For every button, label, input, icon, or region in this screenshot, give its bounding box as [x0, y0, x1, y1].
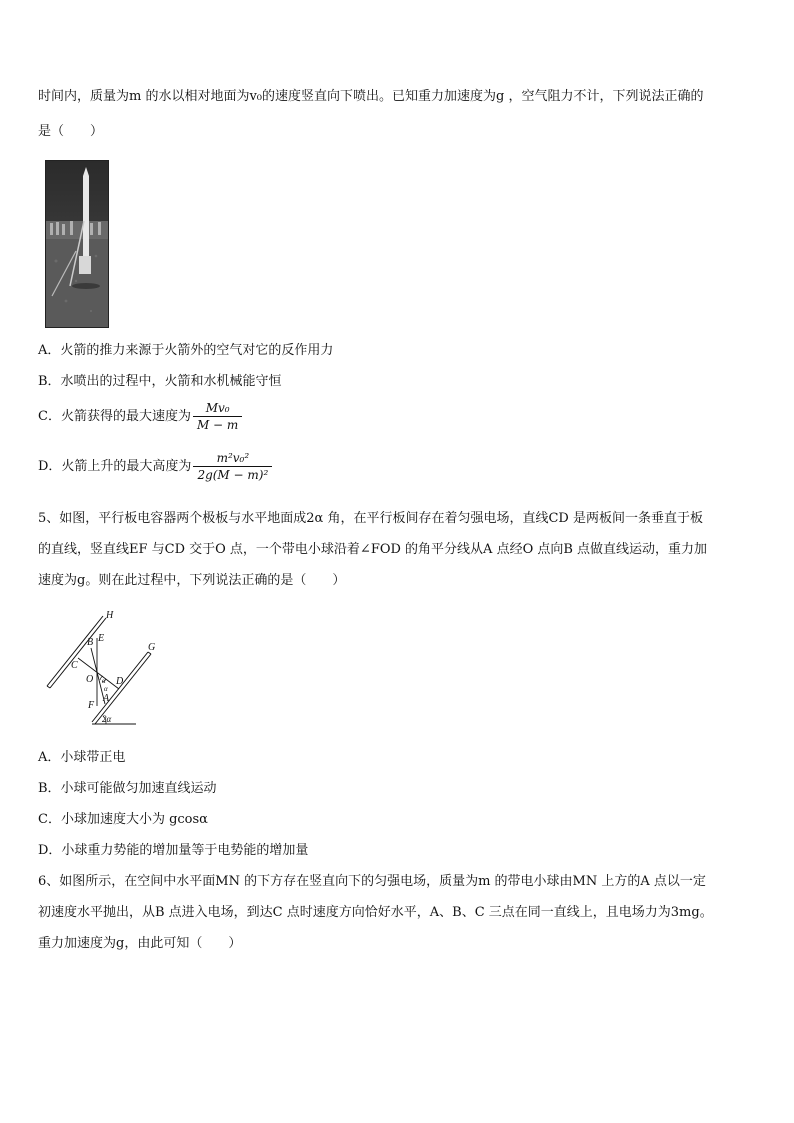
label-b: B [87, 637, 94, 648]
q5-stem-line3: 速度为g。则在此过程中，下列说法正确的是（ ） [38, 573, 346, 588]
q5-stem-line2: 的直线，竖直线EF 与CD 交于O 点，一个带电小球沿着∠FOD 的角平分线从A 点经O 点向B 点做直线运动，重力加 [38, 542, 708, 557]
q4-option-d-numerator: m²v₀² [193, 450, 272, 467]
q5-option-c: C．小球加速度大小为 gcosα [38, 812, 208, 827]
q4-option-d [38, 450, 272, 483]
q5-option-b: B．小球可能做匀加速直线运动 [38, 781, 217, 796]
q5-stem-line1: 5、如图，平行板电容器两个极板与水平地面成2α 角，在平行板间存在着匀强电场，直线CD 是两板间一条垂直于板 [38, 511, 703, 526]
capacitor-diagram [40, 608, 165, 733]
label-f: F [88, 700, 95, 711]
q5-option-a: A．小球带正电 [38, 750, 126, 765]
q4-option-d-fraction [193, 450, 272, 483]
label-d: D [116, 676, 124, 687]
q4-option-c [38, 400, 242, 433]
label-alpha-2: α [104, 685, 108, 693]
label-e: E [98, 633, 105, 644]
q4-option-c-fraction [193, 400, 242, 433]
q4-stem-line2: 是（ ） [38, 124, 104, 139]
label-o: O [86, 674, 94, 685]
q6-stem-line3: 重力加速度为g，由此可知（ ） [38, 936, 242, 951]
q4-option-d-denominator: 2g(M − m)² [197, 468, 269, 482]
line-cd [78, 658, 119, 689]
q4-stem-line1: 时间内，质量为m 的水以相对地面为v₀的速度竖直向下喷出。已知重力加速度为g ，空气阻力不计，下列说法正确的 [38, 89, 704, 104]
q6-stem-line2: 初速度水平抛出，从B 点进入电场，到达C 点时速度方向恰好水平，A、B、C 三点在同一直线上，且电场力为3mg。 [38, 905, 713, 920]
q4-option-c-denominator: M − m [196, 418, 239, 432]
q5-option-d: D．小球重力势能的增加量等于电势能的增加量 [38, 843, 309, 858]
q4-option-c-numerator: Mv₀ [193, 400, 242, 417]
label-alpha-1: α [102, 677, 106, 685]
q4-option-b: B．水喷出的过程中，火箭和水机械能守恒 [38, 374, 282, 389]
label-a: A [103, 693, 110, 704]
label-angle-2alpha: 2α [102, 714, 112, 724]
label-h: H [106, 610, 114, 621]
label-c: C [71, 660, 78, 671]
rocket-photo [45, 160, 109, 328]
q4-option-d-prefix: D．火箭上升的最大高度为 [38, 459, 192, 474]
q4-option-c-prefix: C．火箭获得的最大速度为 [38, 409, 191, 424]
label-g: G [148, 642, 156, 653]
q6-stem-line1: 6、如图所示，在空间中水平面MN 的下方存在竖直向下的匀强电场，质量为m 的带电小球由MN 上方的A 点以一定 [38, 874, 706, 889]
q4-option-a: A．火箭的推力来源于火箭外的空气对它的反作用力 [38, 343, 334, 358]
